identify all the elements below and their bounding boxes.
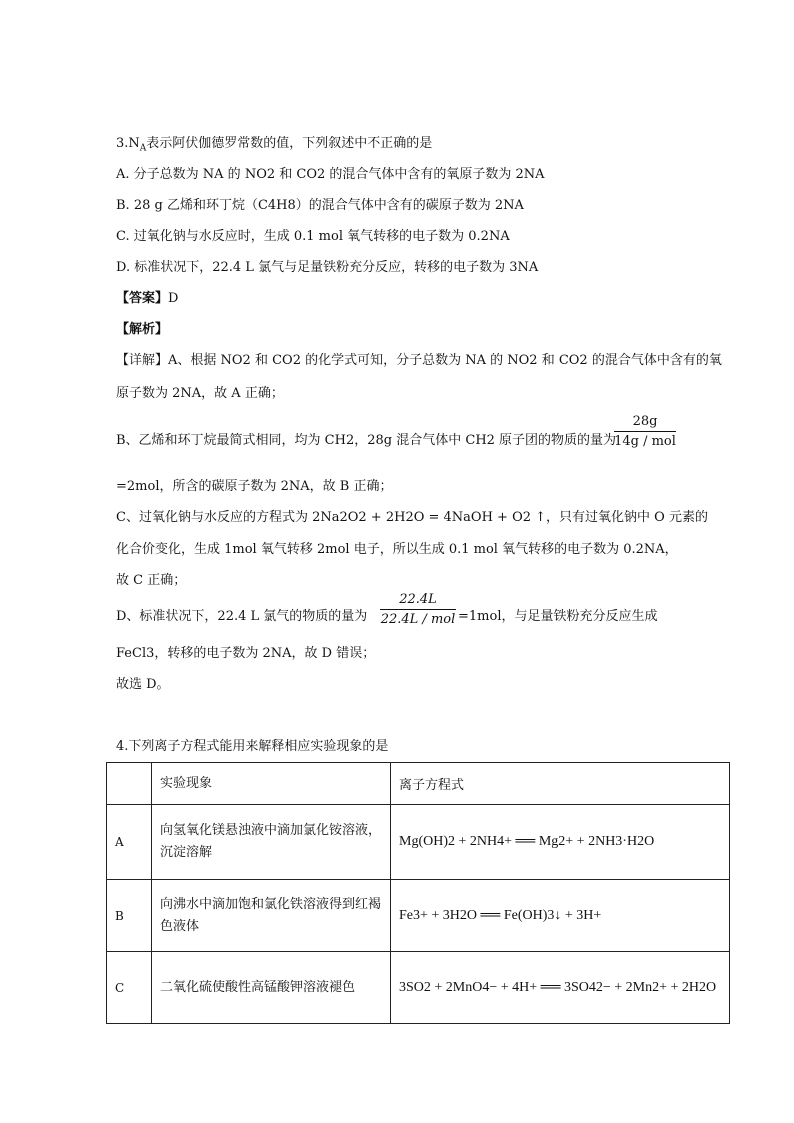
detail-d-frac-den: 22.4L / mol <box>380 612 456 627</box>
q4-table <box>106 762 730 1024</box>
detail-b-frac-den: 14g / mol <box>614 434 676 449</box>
detail-d-fraction <box>380 592 456 627</box>
q3-option-b: B. 28 g 乙烯和环丁烷（C4H8）的混合气体中含有的碳原子数为 2NA <box>116 198 524 213</box>
table-header-phenomenon: 实验现象 <box>152 763 391 805</box>
detail-b-frac-num: 28g <box>614 414 676 432</box>
table-row <box>107 952 730 1024</box>
q3-option-a: A. 分子总数为 NA 的 NO2 和 CO2 的混合气体中含有的氧原子数为 2NA <box>116 167 545 182</box>
table-row <box>107 880 730 952</box>
detail-b-fraction <box>614 414 676 449</box>
detail-d-line2: FeCl3，转移的电子数为 2NA，故 D 错误； <box>116 646 376 661</box>
detail-c-line2: 化合价变化，生成 1mol 氧气转移 2mol 电子，所以生成 0.1 mol 氧气转移的电子数为 0.2NA， <box>116 542 678 557</box>
answer-value: D <box>168 291 179 306</box>
detail-b-line1: B、乙烯和环丁烷最简式相同，均为 CH2，28g 混合气体中 CH2 原子团的物质的量为 <box>116 433 617 448</box>
table-row <box>107 805 730 880</box>
q3-option-d: D. 标准状况下，22.4 L 氯气与足量铁粉充分反应，转移的电子数为 3NA <box>116 260 539 275</box>
detail-d-line1-pre: D、标准状况下，22.4 L 氯气的物质的量为 <box>116 609 368 624</box>
q3-answer <box>116 289 178 309</box>
detail-d-line1-post: =1mol，与足量铁粉充分反应生成 <box>458 609 658 624</box>
row-phenomenon: 向沸水中滴加饱和氯化铁溶液得到红褐色液体 <box>152 880 391 952</box>
row-equation: Fe3+ + 3H2O ══ Fe(OH)3↓ + 3H+ <box>391 880 730 952</box>
row-label: C <box>107 952 152 1024</box>
detail-b-line2: =2mol，所含的碳原子数为 2NA，故 B 正确； <box>116 479 393 494</box>
q3-stem <box>116 134 432 159</box>
q3-option-c: C. 过氧化钠与水反应时，生成 0.1 mol 氧气转移的电子数为 0.2NA <box>116 229 510 244</box>
detail-a-line1: 【详解】A、根据 NO2 和 CO2 的化学式可知，分子总数为 NA 的 NO2 和 CO2 的混合气体中含有的氧 <box>116 353 722 368</box>
q3-stem-post: 表示阿伏伽德罗常数的值，下列叙述中不正确的是 <box>146 136 433 151</box>
q4-stem: 4.下列离子方程式能用来解释相应实验现象的是 <box>116 739 389 754</box>
row-equation: Mg(OH)2 + 2NH4+ ══ Mg2+ + 2NH3·H2O <box>391 805 730 880</box>
q3-stem-sub: A <box>139 143 147 154</box>
detail-d-frac-num: 22.4L <box>380 592 456 610</box>
detail-c-line3: 故 C 正确； <box>116 573 187 588</box>
conclusion: 故选 D。 <box>116 677 170 692</box>
analysis-label: 【解析】 <box>116 322 169 337</box>
answer-label: 【答案】 <box>116 291 169 306</box>
detail-a-line2: 原子数为 2NA，故 A 正确； <box>116 386 284 401</box>
detail-c-line1: C、过氧化钠与水反应的方程式为 2Na2O2 + 2H2O = 4NaOH + O2 ↑，只有过氧化钠中 O 元素的 <box>116 510 708 525</box>
row-label: A <box>107 805 152 880</box>
row-phenomenon: 二氧化硫使酸性高锰酸钾溶液褪色 <box>152 952 391 1024</box>
row-phenomenon: 向氢氧化镁悬浊液中滴加氯化铵溶液，沉淀溶解 <box>152 805 391 880</box>
q3-stem-pre: 3.N <box>116 136 140 151</box>
table-header-row <box>107 763 730 805</box>
row-label: B <box>107 880 152 952</box>
row-equation: 3SO2 + 2MnO4− + 4H+ ══ 3SO42− + 2Mn2+ + 2H2O <box>391 952 730 1024</box>
table-header-blank <box>107 763 152 805</box>
table-header-equation: 离子方程式 <box>391 763 730 805</box>
